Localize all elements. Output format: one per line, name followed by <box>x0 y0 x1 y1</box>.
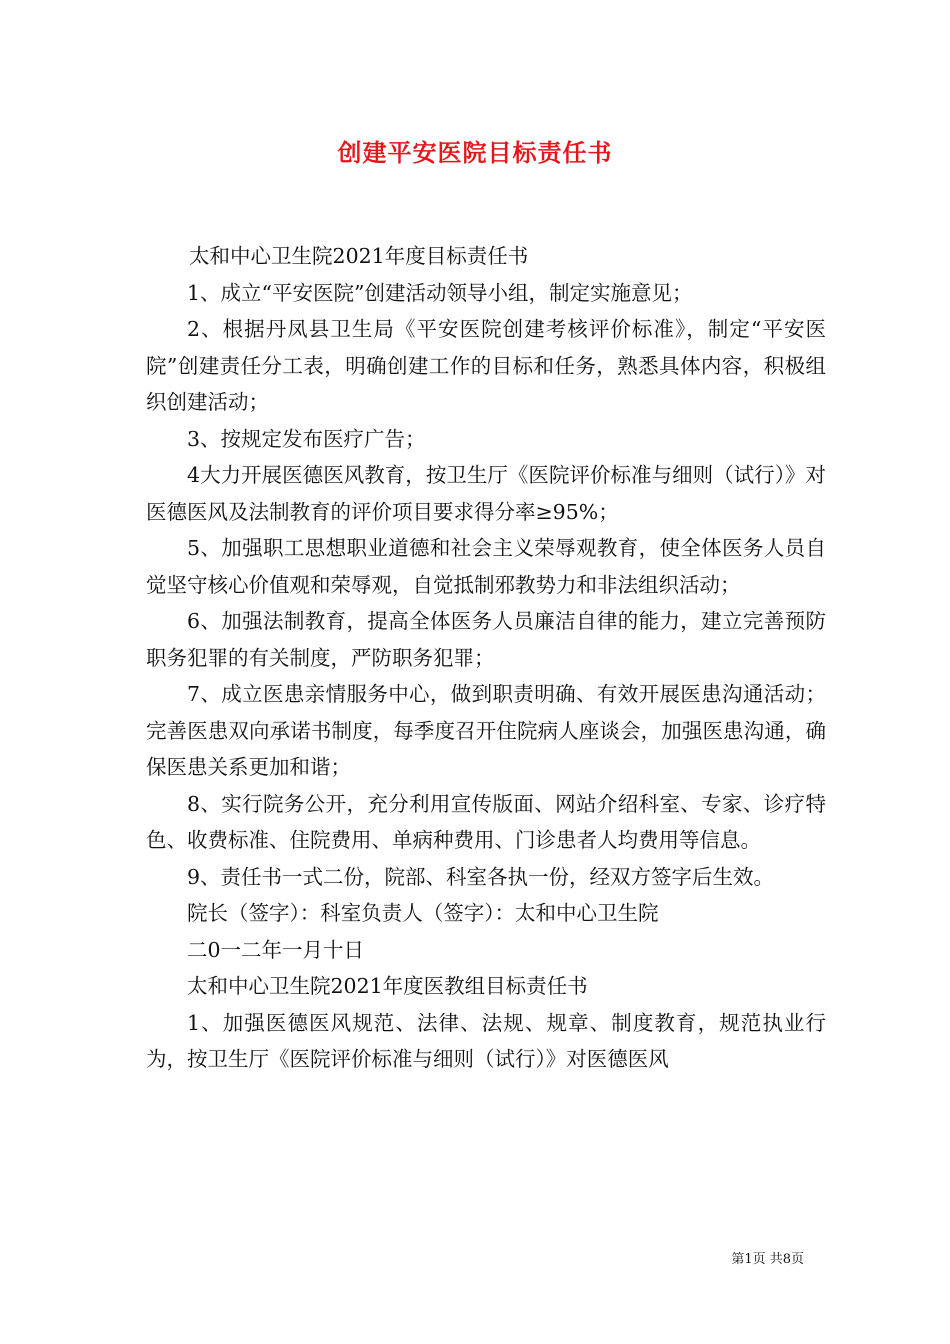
document-title: 创建平安医院目标责任书 <box>337 138 613 167</box>
document-body <box>146 238 826 1078</box>
paragraph-item-1: 1、成立“平安医院”创建活动领导小组，制定实施意见； <box>187 280 693 305</box>
paragraph-item-2: 2、根据丹凤县卫生局《平安医院创建考核评价标准》，制定“平安医院”创建责任分工表，明确创建工作的目标和任务，熟悉具体内容，积极组织创建活动； <box>146 317 826 414</box>
signature-line: 院长（签字）：科室负责人（签字）：太和中心卫生院 <box>187 901 659 925</box>
paragraph-item-5: 5、加强职工思想职业道德和社会主义荣辱观教育，使全体医务人员自觉坚守核心价值观和荣辱观，自觉抵制邪教势力和非法组织活动； <box>146 536 826 597</box>
paragraph-item-7: 7、成立医患亲情服务中心，做到职责明确、有效开展医患沟通活动；完善医患双向承诺书制度，每季度召开住院病人座谈会，加强医患沟通，确保医患关系更加和谐； <box>146 682 826 779</box>
date-line: 二0一二年一月十日 <box>187 937 365 962</box>
paragraph-item-2-1: 1、加强医德医风规范、法律、法规、规章、制度教育，规范执业行为，按卫生厅《医院评价标准与细则（试行）》对医德医风 <box>146 1010 826 1071</box>
page-number: 第1页 共8页 <box>731 1252 804 1267</box>
paragraph-item-9: 9、责任书一式二份，院部、科室各执一份，经双方签字后生效。 <box>187 864 775 889</box>
paragraph-item-3: 3、按规定发布医疗广告； <box>187 426 426 451</box>
paragraph-heading-1: 太和中心卫生院2021年度目标责任书 <box>189 244 529 268</box>
paragraph-item-6: 6、加强法制教育，提高全体医务人员廉洁自律的能力，建立完善预防职务犯罪的有关制度，严防职务犯罪； <box>146 609 826 670</box>
paragraph-item-4: 4大力开展医德医风教育，按卫生厅《医院评价标准与细则（试行）》对医德医风及法制教育的评价项目要求得分率≥95%； <box>146 463 826 524</box>
paragraph-heading-2: 太和中心卫生院2021年度医教组目标责任书 <box>187 974 588 998</box>
paragraph-item-8: 8、实行院务公开，充分利用宣传版面、网站介绍科室、专家、诊疗特色、收费标准、住院费用、单病种费用、门诊患者人均费用等信息。 <box>146 791 826 852</box>
